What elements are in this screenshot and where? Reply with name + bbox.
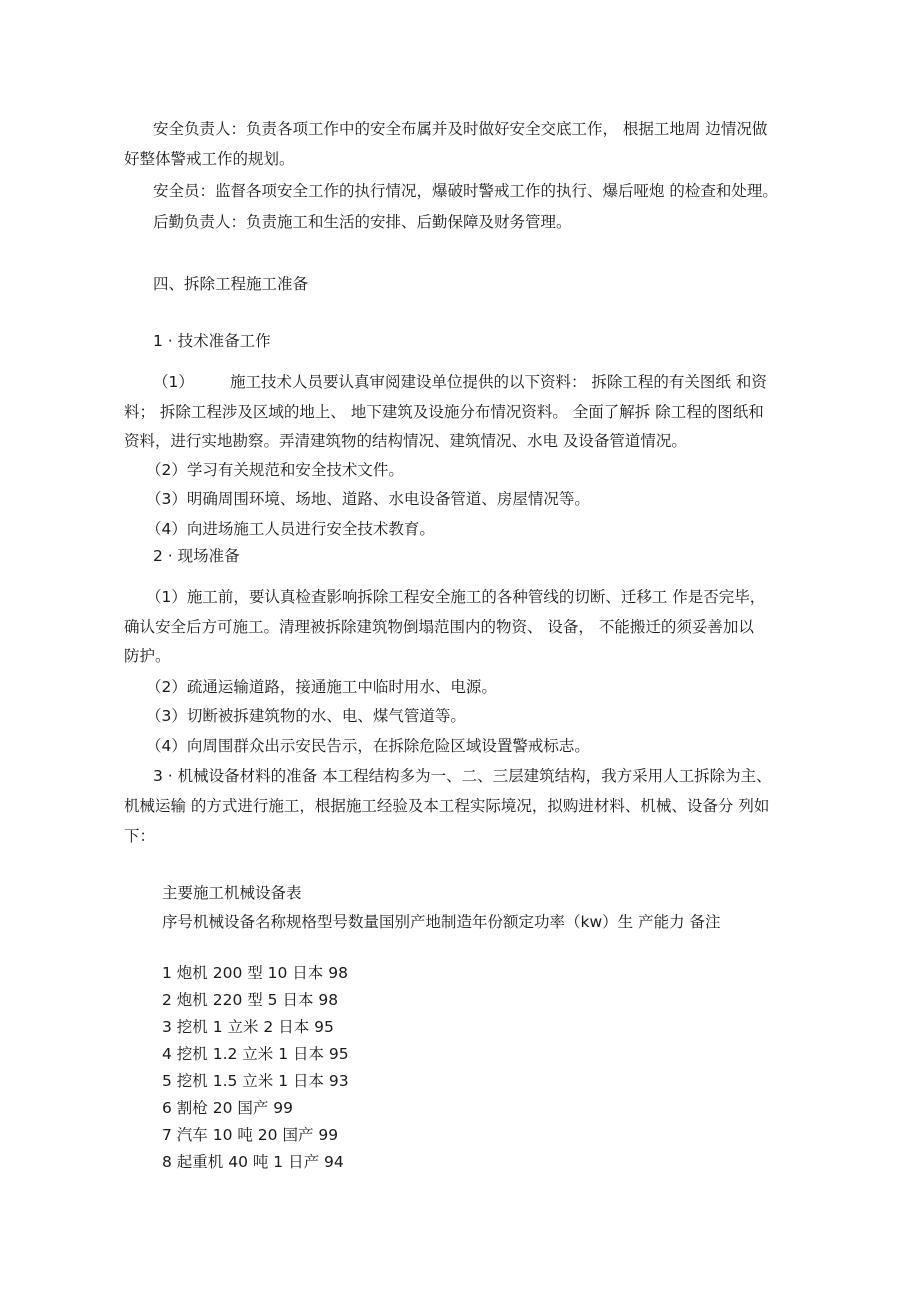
logistics-head-line: 后勤负责人：负责施工和生活的安排、后勤保障及财务管理。: [153, 213, 572, 231]
equipment-prep-line-1: 3 · 机械设备材料的准备 本工程结构多为一、二、三层建筑结构，我方采用人工拆除为主、: [153, 767, 772, 785]
subsection-2-title: 2 · 现场准备: [153, 547, 240, 565]
equipment-table-row: 6 割枪 20 国产 99: [162, 1099, 294, 1117]
safety-head-line-1: 安全负责人：负责各项工作中的安全布属并及时做好安全交底工作， 根据工地周 边情况做: [153, 120, 768, 138]
site-item-1-line-1: （1）施工前，要认真检查影响拆除工程安全施工的各种管线的切断、迁移工 作是否完毕，: [146, 588, 766, 606]
equipment-table-row: 2 炮机 220 型 5 日本 98: [162, 991, 339, 1009]
equipment-table-row: 7 汽车 10 吨 20 国产 99: [162, 1126, 339, 1144]
subsection-1-title: 1 · 技术准备工作: [153, 332, 271, 350]
tech-item-2: （2）学习有关规范和安全技术文件。: [146, 461, 404, 479]
site-item-1-line-3: 防护。: [124, 647, 171, 665]
equipment-prep-line-2: 机械运输 的方式进行施工，根据施工经验及本工程实际境况，拟购进材料、机械、设备分 列如: [124, 797, 770, 815]
tech-item-4: （4）向进场施工人员进行安全技术教育。: [146, 520, 435, 538]
site-item-4: （4）向周围群众出示安民告示，在拆除危险区域设置警戒标志。: [146, 737, 590, 755]
equipment-table-header: 序号机械设备名称规格型号数量国别产地制造年份额定功率（kw）生 产能力 备注: [162, 913, 721, 931]
safety-head-line-2: 好整体警戒工作的规划。: [124, 150, 295, 168]
equipment-table-row: 8 起重机 40 吨 1 日产 94: [162, 1153, 344, 1171]
tech-item-1-line-2: 料； 拆除工程涉及区域的地上、 地下建筑及设施分布情况资料。 全面了解拆 除工程的图纸和: [124, 403, 764, 421]
site-item-3: （3）切断被拆建筑物的水、电、煤气管道等。: [146, 707, 466, 725]
equipment-table-row: 4 挖机 1.2 立米 1 日本 95: [162, 1045, 349, 1063]
site-item-1-line-2: 确认安全后方可施工。清理被拆除建筑物倒塌范围内的物资、 设备， 不能搬迁的须妥善加以: [124, 618, 754, 636]
section-4-title: 四、拆除工程施工准备: [153, 275, 309, 293]
equipment-table-row: 5 挖机 1.5 立米 1 日本 93: [162, 1072, 349, 1090]
tech-item-1-line-1: 施工技术人员要认真审阅建设单位提供的以下资料： 拆除工程的有关图纸 和资: [230, 373, 767, 391]
equipment-table-row: 1 炮机 200 型 10 日本 98: [162, 964, 348, 982]
tech-item-1-number: （1）: [153, 373, 194, 391]
equipment-table-row: 3 挖机 1 立米 2 日本 95: [162, 1018, 334, 1036]
equipment-prep-line-3: 下：: [124, 827, 156, 845]
equipment-table-title: 主要施工机械设备表: [162, 884, 302, 902]
tech-item-1-line-3: 资料，进行实地勘察。弄清建筑物的结构情况、建筑情况、水电 及设备管道情况。: [124, 432, 687, 450]
site-item-2: （2）疏通运输道路，接通施工中临时用水、电源。: [146, 678, 497, 696]
safety-officer-line: 安全员：监督各项安全工作的执行情况，爆破时警戒工作的执行、爆后哑炮 的检查和处理。: [153, 182, 778, 200]
tech-item-3: （3）明确周围环境、场地、道路、水电设备管道、房屋情况等。: [146, 490, 590, 508]
